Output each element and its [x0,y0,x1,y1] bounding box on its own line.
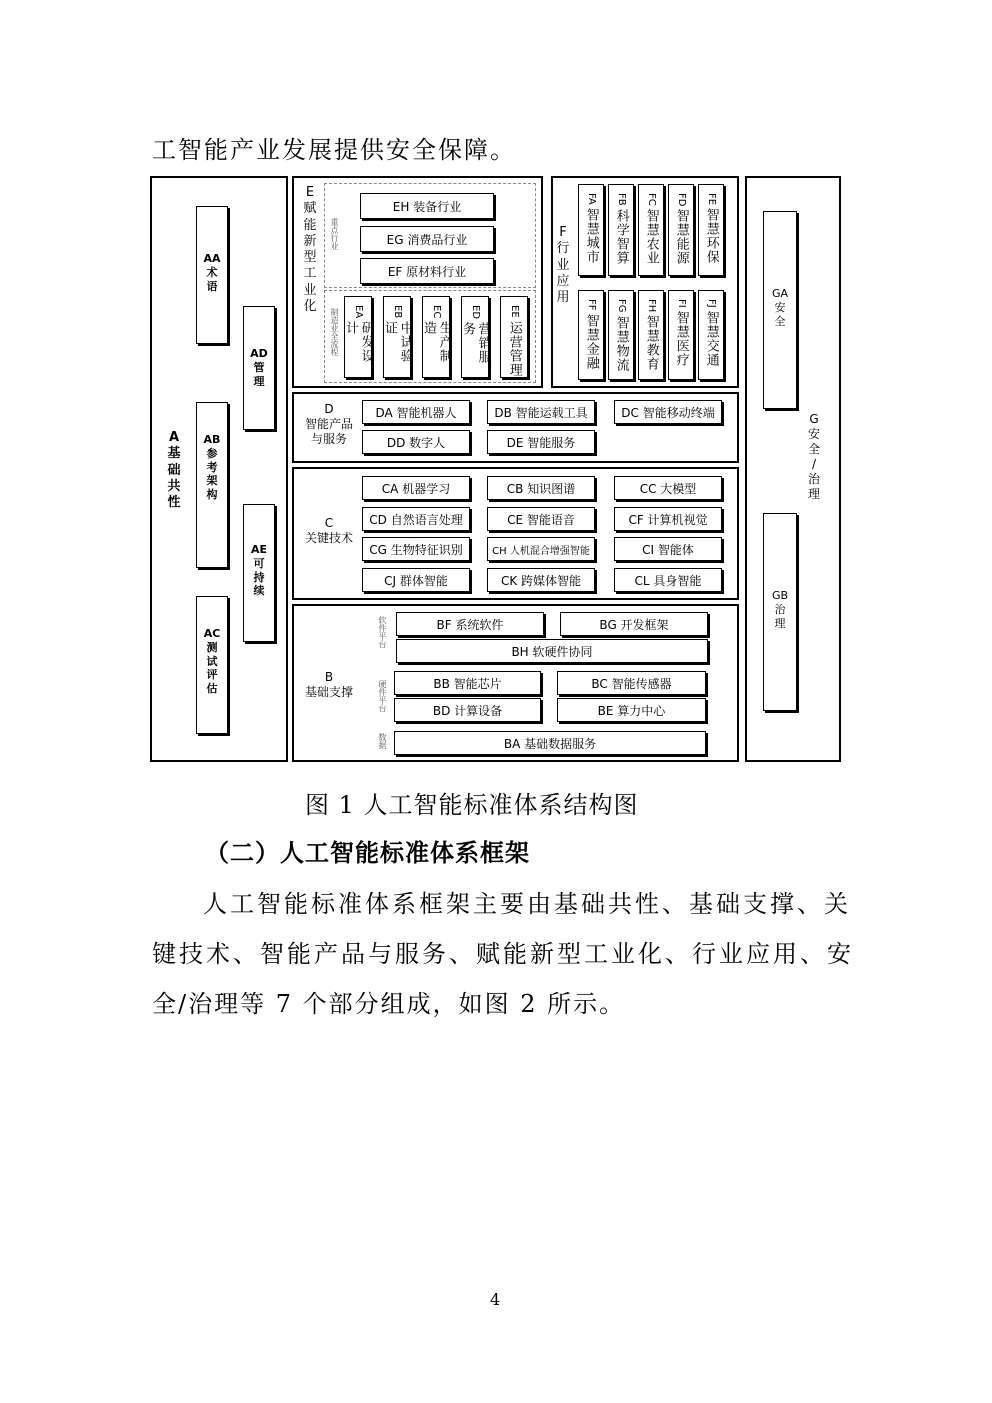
ae-sustainability: AE 可 持 续 [243,504,275,642]
eg-consumer-goods-industry: EG 消费品行业 [360,226,494,252]
ch-human-machine-hybrid: CH 人机混合增强智能 [487,537,595,561]
section-d-label: D 智能产品 与服务 [304,402,353,446]
bh-hardware-software-collaboration: BH 软硬件协同 [396,639,708,663]
ef-raw-materials-industry: EF 原材料行业 [360,258,494,284]
ec-production-manufacturing: EC 生产制造 [422,296,450,378]
ab-reference-architecture: AB 参 考 架 构 [196,402,228,568]
bb-intelligent-chip: BB 智能芯片 [394,671,541,695]
fc-smart-agriculture: FC 智慧农业 [638,184,664,276]
fj-smart-transportation: FJ 智慧交通 [698,290,724,380]
section-a-label: A 基 础 共 性 [167,430,181,510]
ee-operation-management: EE 运营管理 [500,296,528,378]
fg-smart-logistics: FG 智慧物流 [608,290,634,380]
b-data-label: 数据 [378,733,387,749]
cg-biometric-recognition: CG 生物特征识别 [362,537,470,561]
section-g-label: G 安 全 / 治 理 [807,412,820,501]
figure-caption: 图 1 人工智能标准体系结构图 [305,791,639,819]
cd-nlp: CD 自然语言处理 [362,507,470,531]
dc-intelligent-mobile-terminal: DC 智能移动终端 [614,400,722,424]
ac-testing-evaluation: AC 测 试 评 估 [196,596,228,734]
da-intelligent-robot: DA 智能机器人 [362,400,470,424]
ba-basic-data-service: BA 基础数据服务 [394,731,706,755]
db-intelligent-vehicle: DB 智能运载工具 [487,400,595,424]
e-group1-label: 重点行业 [330,218,339,250]
cf-computer-vision: CF 计算机视觉 [614,507,722,531]
de-intelligent-service: DE 智能服务 [487,430,595,454]
ed-marketing-service: ED 营销服务 [461,296,489,378]
body-line-1: 人工智能标准体系框架主要由基础共性、基础支撑、关 [203,890,851,918]
fd-smart-energy: FD 智慧能源 [668,184,694,276]
body-line-3: 全/治理等 7 个部分组成，如图 2 所示。 [152,990,626,1018]
eb-pilot-verification: EB 中试验证 [383,296,411,378]
section-b-label: B 基础支撑 [304,670,353,699]
ea-rd-design: EA 研发设计 [344,296,372,378]
ff-smart-finance: FF 智慧金融 [578,290,604,380]
dd-digital-human: DD 数字人 [362,430,470,454]
bg-development-framework: BG 开发框架 [560,612,708,636]
ci-agent: CI 智能体 [614,537,722,561]
be-computing-center: BE 算力中心 [557,698,706,722]
cc-large-model: CC 大模型 [614,476,722,500]
fh-smart-education: FH 智慧教育 [638,290,664,380]
fe-smart-environment: FE 智慧环保 [698,184,724,276]
cl-embodied-intelligence: CL 具身智能 [614,568,722,592]
section-c-label: C 关键技术 [304,516,353,545]
body-line-2: 键技术、智能产品与服务、赋能新型工业化、行业应用、安 [152,940,854,968]
cj-swarm-intelligence: CJ 群体智能 [362,568,470,592]
section-f-label: F 行 业 应 用 [556,225,570,305]
page-number: 4 [490,1290,501,1309]
fb-scientific-computing: FB 科学智算 [608,184,634,276]
cb-knowledge-graph: CB 知识图谱 [487,476,595,500]
top-text-line: 工智能产业发展提供安全保障。 [152,136,516,164]
ck-cross-media-intelligence: CK 跨媒体智能 [487,568,595,592]
ga-security: GA 安 全 [763,211,797,409]
gb-governance: GB 治 理 [763,513,797,711]
ad-management: AD 管 理 [243,306,275,430]
aa-terminology: AA 术 语 [196,206,228,344]
b-hardware-platform-label: 硬件平台 [378,680,387,712]
section-e-label: E 赋 能 新 型 工 业 化 [303,185,317,314]
fi-smart-healthcare: FI 智慧医疗 [668,290,694,380]
ce-intelligent-speech: CE 智能语音 [487,507,595,531]
e-group2-label: 制造业全流程 [330,308,339,356]
b-software-platform-label: 软件平台 [378,616,387,648]
bd-computing-device: BD 计算设备 [394,698,541,722]
bc-intelligent-sensor: BC 智能传感器 [557,671,706,695]
fa-smart-city: FA 智慧城市 [578,184,604,276]
eh-equipment-industry: EH 装备行业 [360,193,494,219]
bf-system-software: BF 系统软件 [396,612,544,636]
section-heading: （二）人工智能标准体系框架 [205,839,530,867]
ca-machine-learning: CA 机器学习 [362,476,470,500]
